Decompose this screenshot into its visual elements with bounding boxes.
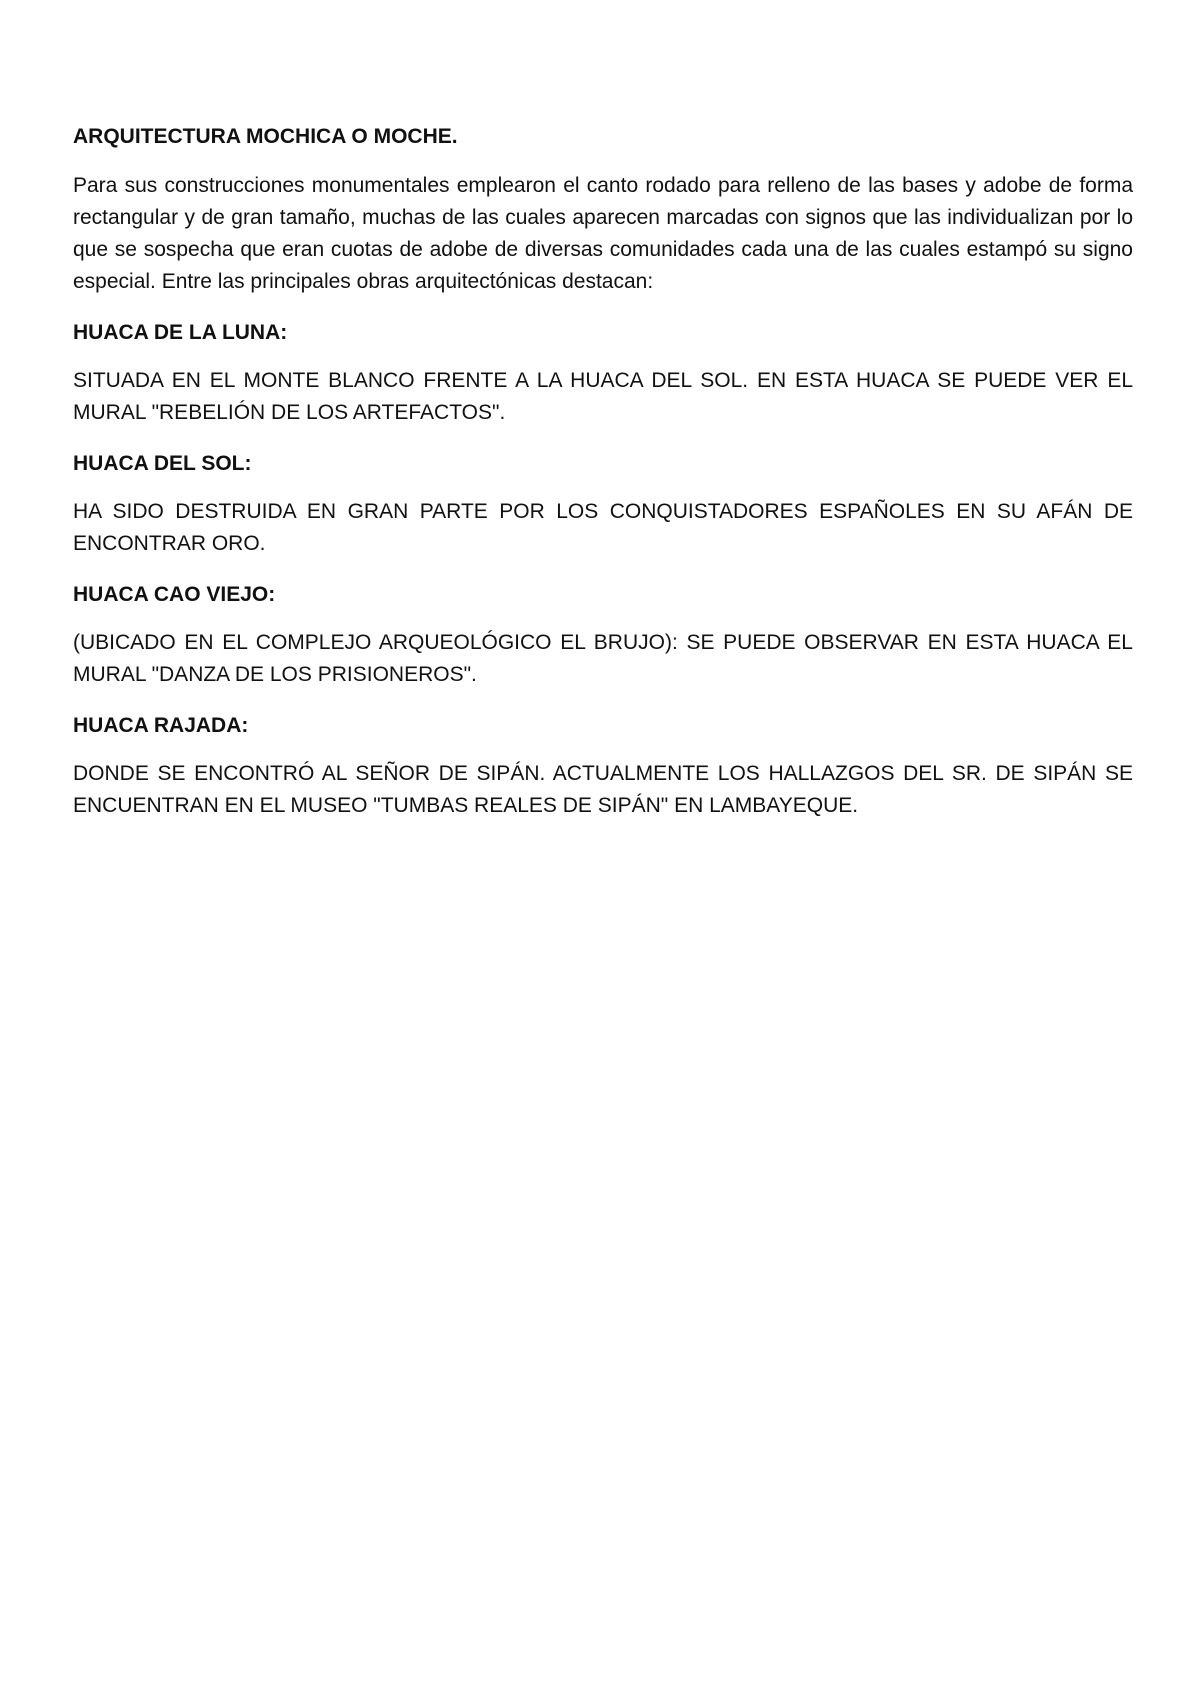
document-title: ARQUITECTURA MOCHICA O MOCHE. — [73, 125, 458, 148]
document-page — [73, 121, 1133, 841]
section-text-huaca-rajada: DONDE SE ENCONTRÓ AL SEÑOR DE SIPÁN. ACTUALMENTE LOS HALLAZGOS DEL SR. DE SIPÁN SE ENCUENTRAN EN EL MUSEO "TUMBAS REALES DE SIPÁN" EN LAMBAYEQUE. — [73, 762, 1133, 817]
section-heading-huaca-de-la-luna: HUACA DE LA LUNA: — [73, 321, 288, 344]
section-heading-huaca-cao-viejo: HUACA CAO VIEJO: — [73, 583, 276, 606]
intro-paragraph: Para sus construcciones monumentales emplearon el canto rodado para relleno de las bases y adobe de forma rectangular y de gran tamaño, muchas de las cuales aparecen marcadas con signos que las individualizan por lo que se sospecha que eran cuotas de adobe de diversas comunidades cada una de las cuales estampó su signo especial. Entre las principales obras arquitectónicas destacan: — [73, 174, 1133, 293]
section-text-huaca-cao-viejo: (UBICADO EN EL COMPLEJO ARQUEOLÓGICO EL BRUJO): SE PUEDE OBSERVAR EN ESTA HUACA EL MURAL "DANZA DE LOS PRISIONEROS". — [73, 631, 1133, 686]
section-text-huaca-del-sol: HA SIDO DESTRUIDA EN GRAN PARTE POR LOS CONQUISTADORES ESPAÑOLES EN SU AFÁN DE ENCONTRAR ORO. — [73, 500, 1133, 555]
section-heading-huaca-rajada: HUACA RAJADA: — [73, 714, 249, 737]
section-text-huaca-de-la-luna: SITUADA EN EL MONTE BLANCO FRENTE A LA HUACA DEL SOL. EN ESTA HUACA SE PUEDE VER EL MURAL "REBELIÓN DE LOS ARTEFACTOS". — [73, 369, 1133, 424]
section-heading-huaca-del-sol: HUACA DEL SOL: — [73, 452, 252, 475]
